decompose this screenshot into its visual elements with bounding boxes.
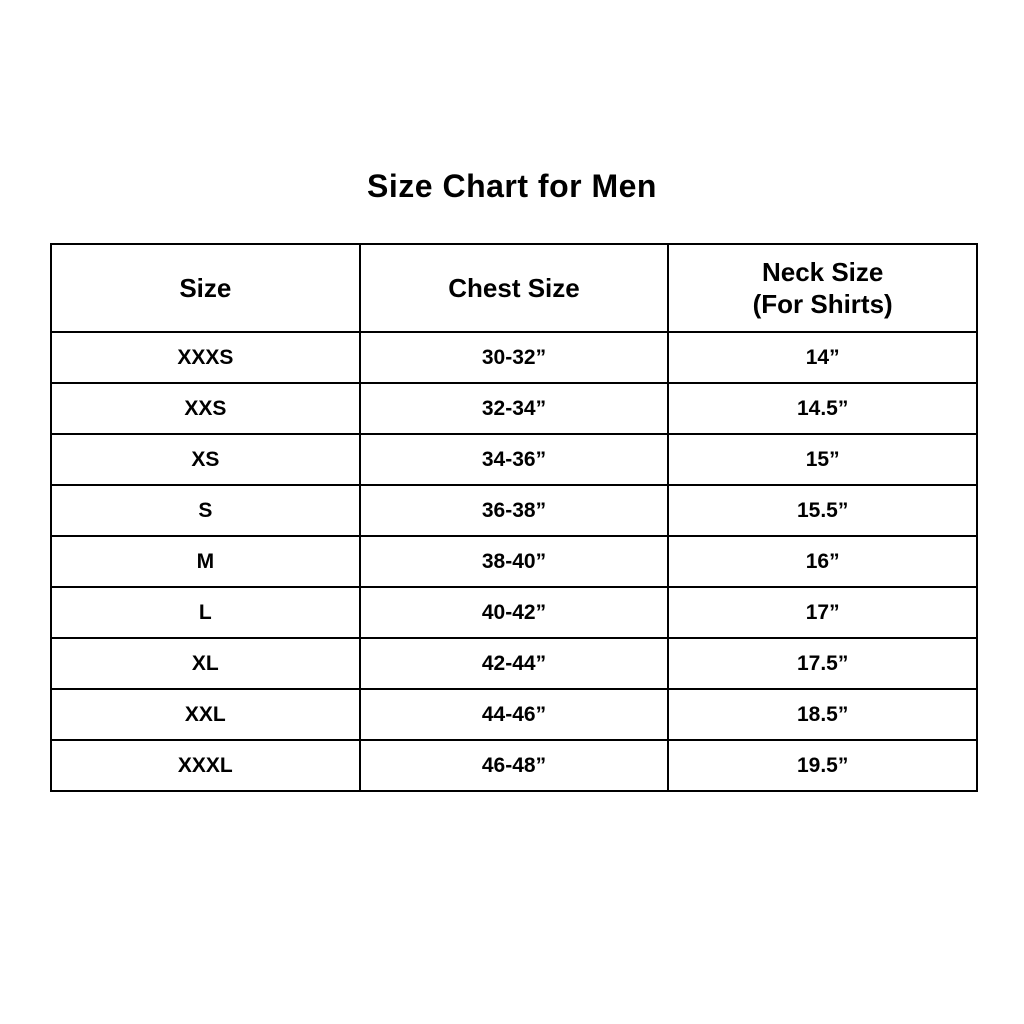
size-cell: M — [51, 536, 360, 587]
size-cell: XXS — [51, 383, 360, 434]
neck-size-cell: 18.5” — [668, 689, 977, 740]
table-row — [51, 536, 977, 587]
header-size-label: Size — [179, 272, 232, 303]
table-row — [51, 587, 977, 638]
neck-size-cell: 17” — [668, 587, 977, 638]
size-cell: L — [51, 587, 360, 638]
neck-size-cell: 16” — [668, 536, 977, 587]
chest-size-cell: 40-42” — [360, 587, 669, 638]
neck-size-cell: 14.5” — [668, 383, 977, 434]
page-title: Size Chart for Men — [367, 168, 657, 204]
size-cell: XXXL — [51, 740, 360, 791]
neck-size-cell: 15” — [668, 434, 977, 485]
neck-size-cell: 14” — [668, 332, 977, 383]
neck-size-cell: 15.5” — [668, 485, 977, 536]
neck-size-cell: 19.5” — [668, 740, 977, 791]
table-row — [51, 638, 977, 689]
chest-size-cell: 36-38” — [360, 485, 669, 536]
chest-size-cell: 30-32” — [360, 332, 669, 383]
header-chest-size-label: Chest Size — [448, 272, 580, 303]
chest-size-cell: 38-40” — [360, 536, 669, 587]
chest-size-cell: 32-34” — [360, 383, 669, 434]
neck-size-cell: 17.5” — [668, 638, 977, 689]
table-row — [51, 689, 977, 740]
table-row — [51, 485, 977, 536]
header-neck-size-label: Neck Size — [761, 256, 884, 287]
chest-size-cell: 44-46” — [360, 689, 669, 740]
size-cell: XS — [51, 434, 360, 485]
size-cell: XXL — [51, 689, 360, 740]
size-cell: S — [51, 485, 360, 536]
size-cell: XXXS — [51, 332, 360, 383]
table-row — [51, 434, 977, 485]
table-row — [51, 740, 977, 791]
table-header-row — [51, 244, 977, 332]
table-row — [51, 332, 977, 383]
table-body — [51, 332, 977, 791]
header-chest-size — [360, 244, 669, 332]
table-row — [51, 383, 977, 434]
chest-size-cell: 46-48” — [360, 740, 669, 791]
header-size — [51, 244, 360, 332]
header-neck-size-sub: (For Shirts) — [752, 289, 893, 319]
table-header — [51, 244, 977, 332]
size-chart-table — [50, 243, 978, 792]
header-neck-size — [668, 244, 977, 332]
size-cell: XL — [51, 638, 360, 689]
chest-size-cell: 42-44” — [360, 638, 669, 689]
chest-size-cell: 34-36” — [360, 434, 669, 485]
